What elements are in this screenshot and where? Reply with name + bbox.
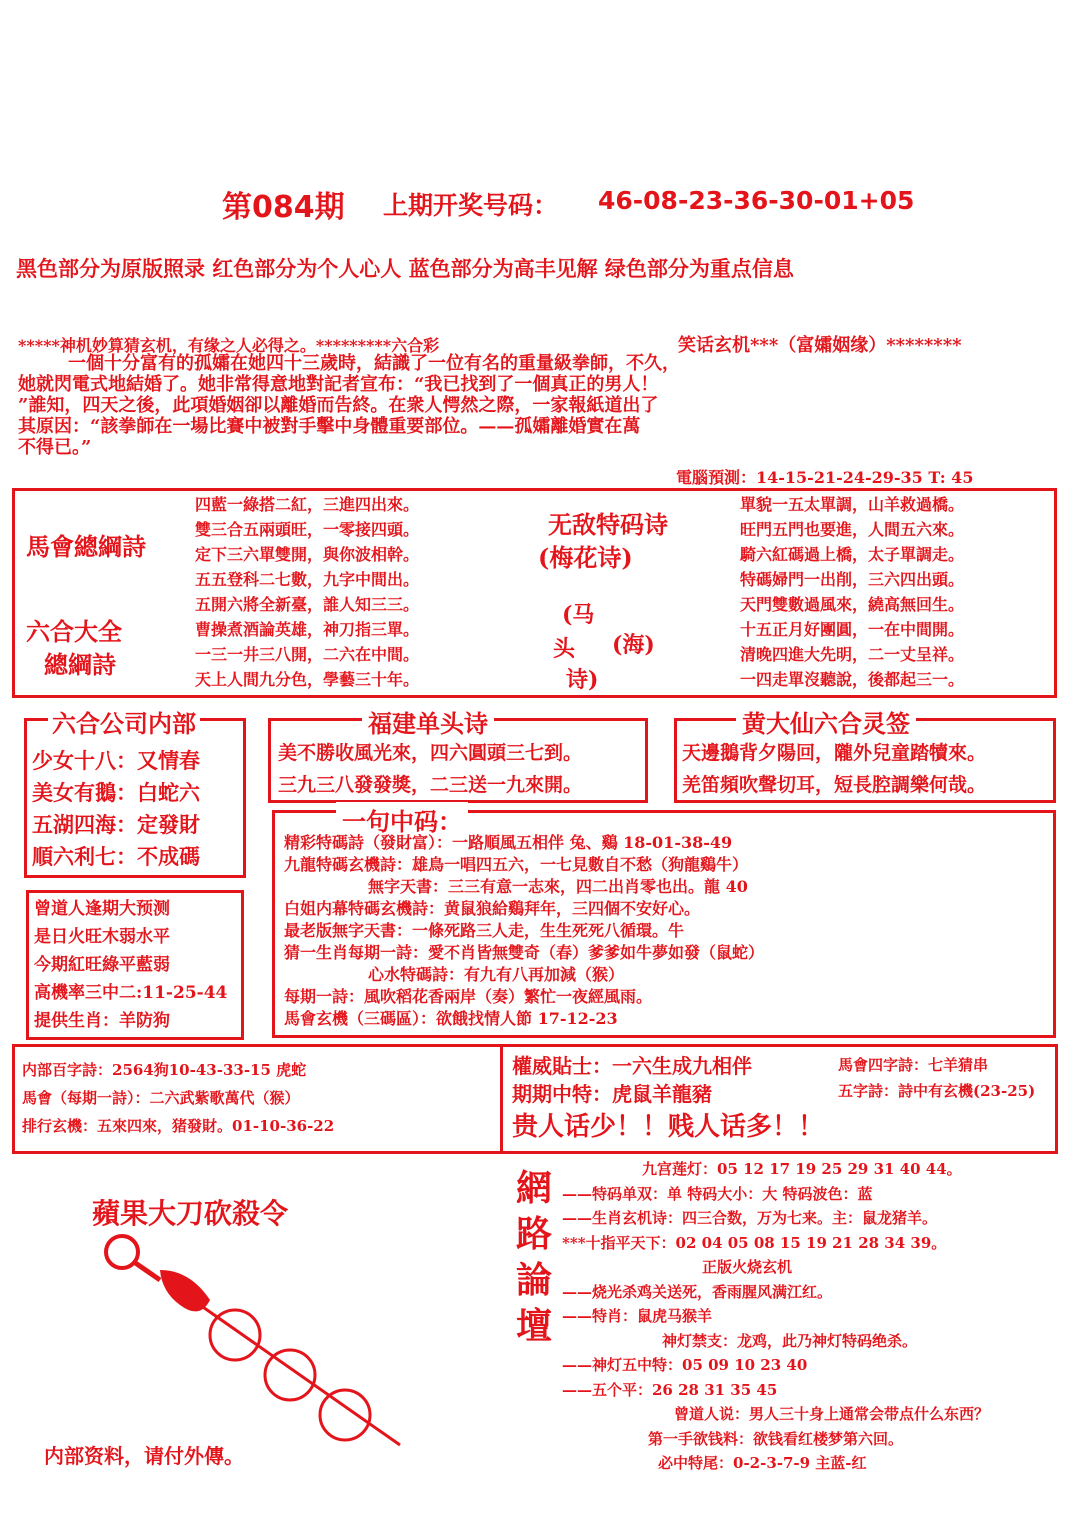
apple-footer: 内部资料，请付外傳。	[44, 1444, 244, 1468]
bottom-left-line: 馬會（每期一詩）：二六武紫歌萬代（猴）	[22, 1089, 300, 1107]
yiju-line: 每期一詩：風吹稻花香兩岸（奏）繁忙一夜經風雨。	[284, 987, 653, 1006]
forum-line: 曾道人说：男人三十身上通常会带点什么东西？	[674, 1405, 990, 1423]
forum-line: ——生肖玄机诗：四三合数，万为七来。主：鼠龙猪羊。	[562, 1209, 938, 1227]
yiju-title: 一句中码：	[336, 802, 468, 837]
last-draw-numbers: 46-08-23-36-30-01+05	[598, 186, 915, 215]
bottom-left-list	[22, 1056, 334, 1140]
forum-line: 必中特尾：0-2-3-7-9 主蓝-红	[658, 1454, 867, 1472]
zeng-line: 是日火旺木弱水平	[34, 927, 170, 947]
poem-line: 四藍一綠搭二紅，三進四出來。	[195, 495, 420, 514]
zeng-line: 今期紅旺綠平藍弱	[34, 955, 170, 975]
story-line: ”誰知，四天之後，此項婚姻卻以離婚而告終。在衆人愕然之際，一家報紙道出了	[18, 395, 659, 416]
story-line: 其原因：“該拳師在一場比賽中被對手擊中身體重要部位。——孤孀離婚實在萬	[18, 416, 641, 437]
yiju-line: 猜一生肖每期一詩：愛不肖皆無雙奇（春）爹爹如牛夢如發（鼠蛇）	[284, 943, 765, 962]
company-line: 順六利七：不成碼	[32, 844, 200, 869]
poem-line: 定下三六單雙開，與你波相幹。	[195, 545, 420, 564]
color-legend: 黑色部分为原版照录 红色部分为个人心人 蓝色部分为高丰见解 绿色部分为重点信息	[16, 257, 794, 281]
poem-mid-subtitle: (梅花诗)	[538, 543, 633, 572]
poem-col-left	[195, 492, 419, 692]
forum-line: 正版火烧玄机	[702, 1258, 793, 1276]
huang-list	[682, 737, 986, 801]
poem-line: 單貌一五太單調，山羊救過橋。	[740, 495, 965, 514]
company-line: 美女有鵝：白蛇六	[32, 780, 200, 805]
fujian-line: 美不勝收風光來，四六圓頭三七到。	[278, 742, 583, 764]
forum-line: 神灯禁支：龙鸡，此乃神灯特码绝杀。	[662, 1331, 918, 1350]
poem-line: 五五登科二七數，九字中間出。	[195, 570, 420, 589]
sword-icon	[100, 1230, 420, 1460]
forum-line: ——特肖：鼠虎马猴羊	[562, 1307, 713, 1325]
poem-line: 一三一井三八開，二六在中間。	[195, 645, 420, 664]
yiju-line: 白姐内幕特碼玄機詩：黄鼠狼給鷄拜年，三四個不安好心。	[284, 899, 701, 918]
forum-line: ——神灯五中特：05 09 10 23 40	[562, 1356, 808, 1374]
poem-title-zonggang: 總綱詩	[44, 650, 116, 679]
story-body	[18, 353, 1063, 458]
yiju-line: 精彩特碼詩（發財富）：一路順風五相伴 兔、鷄 18-01-38-49	[284, 833, 733, 852]
company-line: 少女十八：又情春	[32, 748, 200, 773]
yiju-line: 心水特碼詩：有九有八再加減（猴）	[368, 965, 625, 984]
poem-line: 十五正月好團圓，一在中間開。	[740, 620, 965, 639]
poem-line: 五開六將全新臺，誰人知三三。	[195, 595, 420, 614]
story-line: 不得已。”	[18, 437, 92, 458]
story-line: 她就閃電式地結婚了。她非常得意地對記者宣布：“我已找到了一個真正的男人！	[18, 374, 659, 395]
poem-line: 一四走單沒聽說，後都起三一。	[740, 670, 965, 689]
poem-line: 特碼婦門一出削，三六四出頭。	[740, 570, 965, 589]
zeng-line: 提供生肖：羊防狗	[34, 1011, 170, 1031]
forum-line: ——五个平：26 28 31 35 45	[562, 1380, 778, 1399]
yiju-line: 馬會玄機（三碼區）：欲餓找情人節 17-12-23	[284, 1009, 618, 1028]
poem-col-right	[740, 492, 964, 692]
poem-mid-ma: (马	[562, 602, 595, 628]
poem-line: 天上人間九分色，學藝三十年。	[195, 670, 420, 689]
zeng-title: 曾道人逢期大预测	[34, 899, 170, 919]
yiju-list	[284, 832, 764, 1030]
zeng-line: 高機率三中二:11-25-44	[34, 983, 228, 1003]
company-list	[32, 745, 200, 873]
issue-number: 第084期	[222, 190, 345, 225]
authority-wuzi: 五字詩：詩中有玄機(23-25)	[838, 1082, 1036, 1100]
poem-title-mahui: 馬會總綱詩	[26, 532, 146, 561]
company-title: 六合公司内部	[48, 704, 200, 739]
last-draw-label: 上期开奖号码：	[383, 191, 559, 220]
story-title-right: 笑话玄机***（富孀姻缘）********	[678, 335, 962, 356]
forum-line: 九宫莲灯：05 12 17 19 25 29 31 40 44。	[642, 1160, 962, 1178]
huang-title: 黄大仙六合灵签	[736, 704, 916, 739]
forum-line: ——特码单双：单 特码大小：大 特码波色：蓝	[562, 1184, 873, 1203]
fujian-title: 福建单头诗	[362, 704, 494, 739]
slogan: 贵人话少！！贱人话多！！	[512, 1112, 825, 1142]
apple-title: 蘋果大刀砍殺令	[92, 1197, 289, 1230]
yiju-line: 最老版無字天書：一條死路三人走，生生死死八循環。牛	[284, 921, 685, 940]
computer-prediction: 電腦預測：14-15-21-24-29-35 T: 45	[676, 468, 974, 487]
forum-line: 第一手欲钱料：欲钱看红楼梦第六回。	[648, 1429, 904, 1448]
huang-line: 羌笛頻吹聲切耳，短長腔調樂何哉。	[682, 774, 987, 796]
bottom-left-line: 排行玄機：五來四來，猪發財。01-10-36-22	[22, 1117, 335, 1135]
poem-line: 雙三合五兩頭旺，一零接四頭。	[195, 520, 420, 539]
yiju-line: 無字天書：三三有意一志來，四二出肖零也出。龍 40	[368, 877, 748, 896]
poem-title-liuhe: 六合大全	[26, 617, 122, 646]
forum-list	[562, 1157, 989, 1476]
poem-line: 清晚四進大先明，二一丈呈祥。	[740, 645, 965, 664]
yiju-line: 九龍特碼玄機詩：雄鳥一唱四五六，一七見數自不愁（狗龍鷄牛）	[284, 855, 749, 874]
fujian-line: 三九三八發發獎，二三送一九來開。	[278, 774, 583, 796]
poem-line: 曹操煮酒論英雄，神刀指三單。	[195, 620, 420, 639]
poem-mid-tou: 头	[553, 636, 576, 662]
zeng-list	[34, 895, 227, 1035]
authority-qiqi: 期期中特：虎鼠羊龍豬	[512, 1082, 712, 1106]
poem-line: 天門雙數過風來，繞高無回生。	[740, 595, 965, 614]
authority-mahui: 馬會四字詩：七羊猜串	[838, 1056, 989, 1074]
poem-mid-hai: (海)	[612, 632, 655, 658]
authority-tip: 權威貼士：一六生成九相伴	[512, 1054, 752, 1078]
fujian-list	[278, 737, 582, 801]
forum-line: ***十指平天下：02 04 05 08 15 19 21 28 34 39。	[562, 1233, 947, 1252]
company-line: 五湖四海：定發財	[32, 812, 200, 837]
lower-divider	[500, 1044, 503, 1154]
huang-line: 天邊鵝背夕陽回，隴外兒童踏犢來。	[682, 742, 987, 764]
forum-line: ——烧光杀鸡关送死，香雨腥风满江红。	[562, 1282, 833, 1301]
forum-vertical-title: 網路論壇	[515, 1167, 552, 1347]
story-line: 一個十分富有的孤孀在她四十三歲時，結識了一位有名的重量級拳師，不久，	[68, 353, 680, 374]
poem-mid-shi: 诗)	[566, 667, 599, 693]
poem-line: 旺門五門也要進，人間五六來。	[740, 520, 965, 539]
bottom-left-line: 内部百字詩：2564狗10-43-33-15 虎蛇	[22, 1061, 307, 1079]
poem-mid-title: 无敌特码诗	[548, 510, 668, 539]
poem-line: 騎六紅碼過上橋，太子單調走。	[740, 545, 965, 564]
story-title-left: *****神机妙算猜玄机，有缘之人必得之。*********六合彩	[18, 336, 440, 355]
